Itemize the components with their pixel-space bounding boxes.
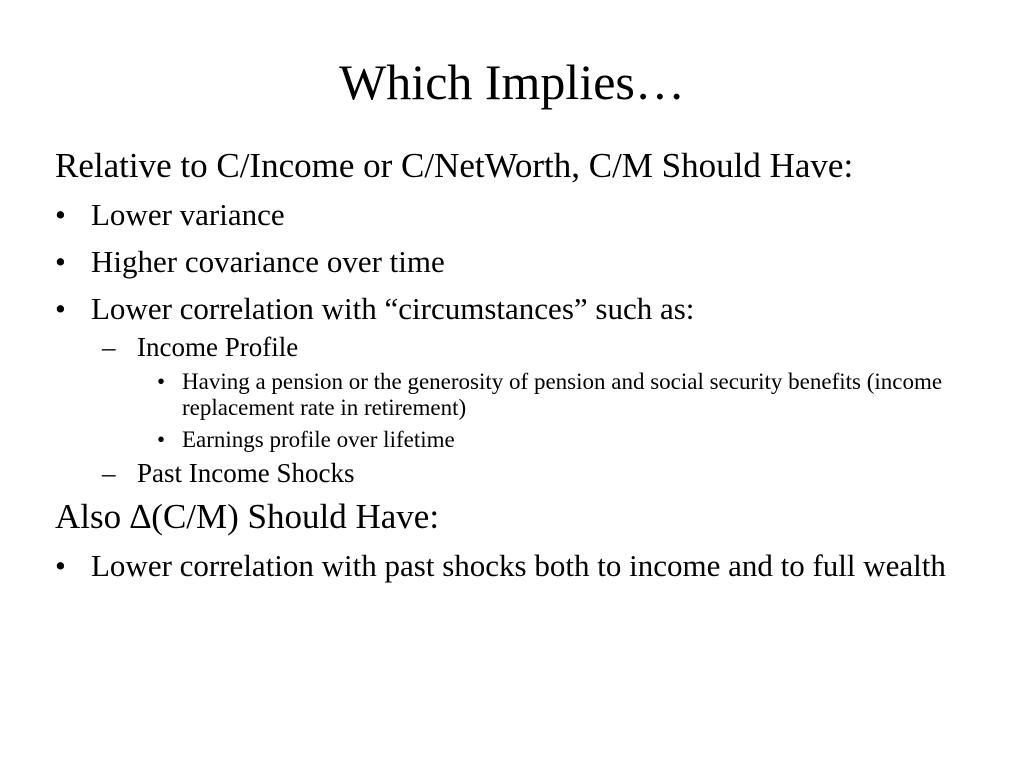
sub-item-past-income-shocks — [55, 457, 990, 489]
bullet-marker: • — [55, 548, 66, 583]
bullet-marker: • — [55, 244, 66, 279]
sub-sub-item-earnings — [55, 427, 990, 453]
bullet-marker: • — [55, 291, 66, 326]
sub-item-text: Past Income Shocks — [137, 458, 355, 488]
bullet-text: Lower correlation with past shocks both to income and to full wealth — [91, 548, 946, 583]
bullet-lower-correlation-shocks — [55, 547, 990, 584]
slide-body — [55, 146, 990, 584]
bullet-marker: • — [157, 427, 166, 452]
bullet-text: Lower correlation with “circumstances” such as: — [91, 291, 695, 326]
bullet-higher-covariance — [55, 243, 990, 280]
bullet-lower-variance — [55, 196, 990, 233]
sub-item-income-profile — [55, 331, 990, 363]
dash-marker: – — [102, 332, 116, 362]
bullet-marker: • — [55, 197, 66, 232]
sub-sub-item-pension — [55, 369, 990, 421]
bullet-marker: • — [157, 369, 166, 394]
slide-title: Which Implies… — [339, 54, 685, 110]
sub-sub-item-text: Earnings profile over lifetime — [182, 427, 455, 452]
sub-sub-item-text: Having a pension or the generosity of pension and social security benefits (income replacement rate in retirement) — [182, 369, 943, 420]
section-heading-also: Also ∆(C/M) Should Have: — [55, 497, 440, 536]
bullet-text: Higher covariance over time — [91, 244, 445, 279]
dash-marker: – — [102, 458, 116, 488]
sub-item-text: Income Profile — [137, 332, 299, 362]
bullet-lower-correlation — [55, 290, 990, 327]
section-heading-relative: Relative to C/Income or C/NetWorth, C/M Should Have: — [55, 146, 854, 185]
bullet-text: Lower variance — [91, 197, 285, 232]
